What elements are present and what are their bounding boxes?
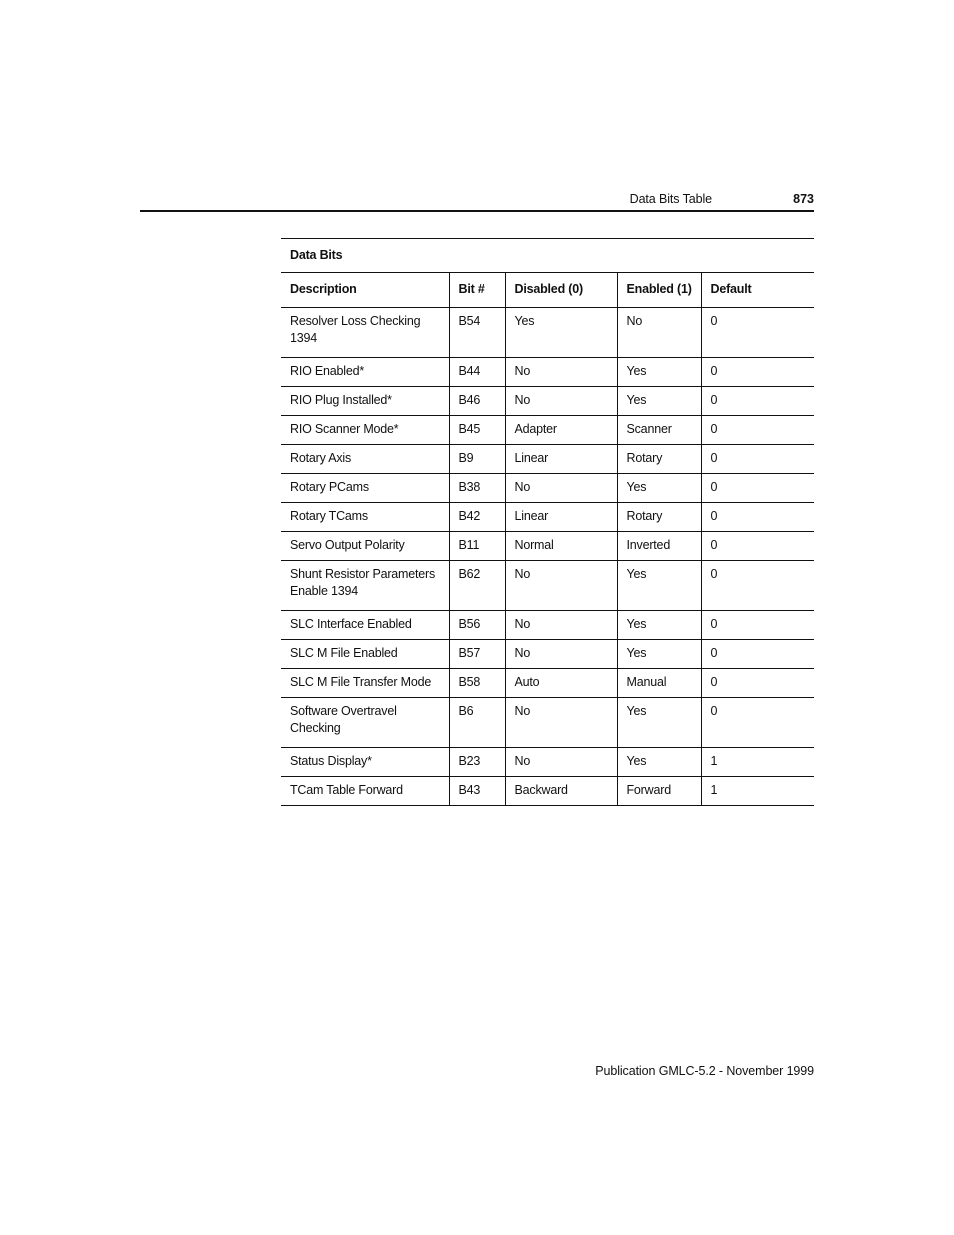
table-header-row xyxy=(281,273,814,308)
table-row xyxy=(281,503,814,532)
cell-enabled: Manual xyxy=(617,669,701,698)
table-row xyxy=(281,308,814,358)
table-body xyxy=(281,239,814,806)
cell-description: Rotary Axis xyxy=(281,445,449,474)
page-number: 873 xyxy=(793,192,814,206)
cell-disabled: No xyxy=(505,698,617,748)
cell-disabled: Normal xyxy=(505,532,617,561)
column-header-bit: Bit # xyxy=(449,273,505,308)
table-row xyxy=(281,698,814,748)
table-row xyxy=(281,611,814,640)
cell-disabled: No xyxy=(505,748,617,777)
cell-disabled: No xyxy=(505,387,617,416)
cell-bit: B57 xyxy=(449,640,505,669)
cell-description: SLC M File Transfer Mode xyxy=(281,669,449,698)
cell-default: 0 xyxy=(701,387,814,416)
cell-enabled: Yes xyxy=(617,387,701,416)
cell-bit: B44 xyxy=(449,358,505,387)
cell-disabled: No xyxy=(505,358,617,387)
cell-disabled: Backward xyxy=(505,777,617,806)
cell-default: 0 xyxy=(701,503,814,532)
table-row xyxy=(281,387,814,416)
cell-disabled: Linear xyxy=(505,503,617,532)
table-row xyxy=(281,532,814,561)
cell-enabled: Yes xyxy=(617,474,701,503)
column-header-enabled: Enabled (1) xyxy=(617,273,701,308)
cell-bit: B54 xyxy=(449,308,505,358)
cell-enabled: Yes xyxy=(617,611,701,640)
cell-disabled: Linear xyxy=(505,445,617,474)
cell-description: Resolver Loss Checking 1394 xyxy=(281,308,449,358)
cell-bit: B23 xyxy=(449,748,505,777)
cell-disabled: Adapter xyxy=(505,416,617,445)
publication-footer: Publication GMLC-5.2 - November 1999 xyxy=(595,1064,814,1078)
cell-bit: B56 xyxy=(449,611,505,640)
cell-default: 1 xyxy=(701,748,814,777)
cell-bit: B6 xyxy=(449,698,505,748)
cell-bit: B46 xyxy=(449,387,505,416)
cell-default: 0 xyxy=(701,698,814,748)
cell-default: 0 xyxy=(701,532,814,561)
cell-disabled: Yes xyxy=(505,308,617,358)
cell-default: 0 xyxy=(701,640,814,669)
table-row xyxy=(281,416,814,445)
cell-enabled: Yes xyxy=(617,561,701,611)
data-bits-table-container xyxy=(281,238,814,806)
table-row xyxy=(281,561,814,611)
cell-disabled: No xyxy=(505,611,617,640)
cell-description: Rotary TCams xyxy=(281,503,449,532)
cell-description: Status Display* xyxy=(281,748,449,777)
header-rule xyxy=(140,210,814,212)
cell-description: Servo Output Polarity xyxy=(281,532,449,561)
table-caption: Data Bits xyxy=(281,239,814,273)
cell-enabled: Scanner xyxy=(617,416,701,445)
table-row xyxy=(281,445,814,474)
cell-enabled: Yes xyxy=(617,698,701,748)
table-row xyxy=(281,777,814,806)
cell-bit: B62 xyxy=(449,561,505,611)
cell-disabled: No xyxy=(505,561,617,611)
cell-enabled: No xyxy=(617,308,701,358)
cell-description: SLC Interface Enabled xyxy=(281,611,449,640)
table-row xyxy=(281,748,814,777)
cell-enabled: Rotary xyxy=(617,445,701,474)
cell-description: RIO Scanner Mode* xyxy=(281,416,449,445)
cell-enabled: Yes xyxy=(617,640,701,669)
cell-bit: B38 xyxy=(449,474,505,503)
cell-disabled: No xyxy=(505,474,617,503)
column-header-disabled: Disabled (0) xyxy=(505,273,617,308)
table-row xyxy=(281,669,814,698)
cell-enabled: Inverted xyxy=(617,532,701,561)
cell-description: RIO Plug Installed* xyxy=(281,387,449,416)
running-header xyxy=(140,192,814,212)
cell-bit: B42 xyxy=(449,503,505,532)
cell-description: Software Overtravel Checking xyxy=(281,698,449,748)
section-title: Data Bits Table xyxy=(629,192,712,206)
table-row xyxy=(281,640,814,669)
cell-enabled: Yes xyxy=(617,358,701,387)
cell-default: 0 xyxy=(701,561,814,611)
cell-enabled: Rotary xyxy=(617,503,701,532)
cell-bit: B43 xyxy=(449,777,505,806)
table-row xyxy=(281,358,814,387)
column-header-default: Default xyxy=(701,273,814,308)
data-bits-table xyxy=(281,238,814,806)
cell-default: 0 xyxy=(701,474,814,503)
cell-description: TCam Table Forward xyxy=(281,777,449,806)
cell-bit: B58 xyxy=(449,669,505,698)
cell-description: SLC M File Enabled xyxy=(281,640,449,669)
cell-description: Rotary PCams xyxy=(281,474,449,503)
cell-default: 0 xyxy=(701,611,814,640)
cell-bit: B45 xyxy=(449,416,505,445)
cell-disabled: Auto xyxy=(505,669,617,698)
cell-default: 0 xyxy=(701,308,814,358)
cell-default: 0 xyxy=(701,358,814,387)
cell-default: 1 xyxy=(701,777,814,806)
table-row xyxy=(281,474,814,503)
table-caption-row xyxy=(281,239,814,273)
cell-description: Shunt Resistor Parameters Enable 1394 xyxy=(281,561,449,611)
column-header-description: Description xyxy=(281,273,449,308)
cell-default: 0 xyxy=(701,669,814,698)
cell-enabled: Forward xyxy=(617,777,701,806)
cell-default: 0 xyxy=(701,416,814,445)
cell-enabled: Yes xyxy=(617,748,701,777)
cell-disabled: No xyxy=(505,640,617,669)
cell-description: RIO Enabled* xyxy=(281,358,449,387)
cell-default: 0 xyxy=(701,445,814,474)
cell-bit: B11 xyxy=(449,532,505,561)
cell-bit: B9 xyxy=(449,445,505,474)
